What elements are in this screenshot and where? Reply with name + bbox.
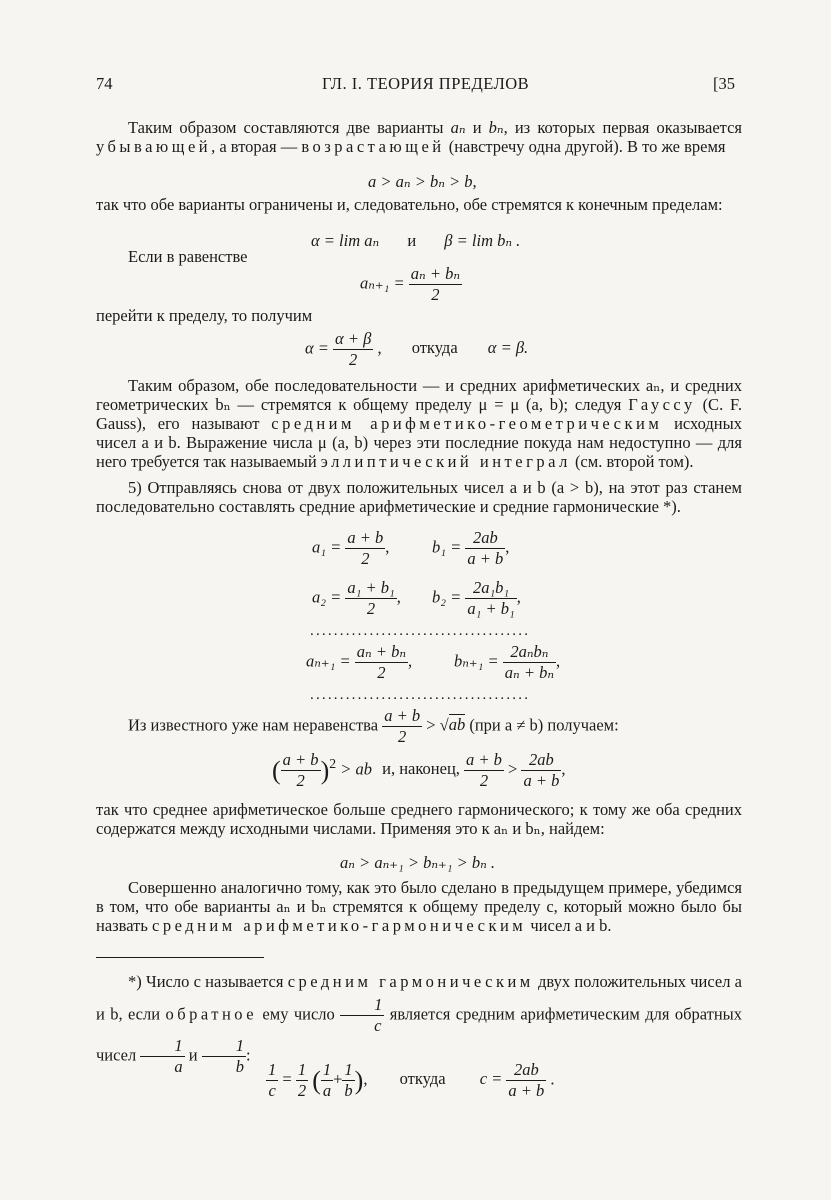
paragraph-7: Из известного уже нам неравенства $\frac{a + b}{2}$ > √ab (при a ≠ b) получаем: [128, 706, 619, 746]
paragraph-3: Если в равенстве [128, 247, 248, 266]
formula-harmonic: $\frac{1}{c}$ = $\frac{1}{2}$ ( $\frac{1}{a}$ + $\frac{1}{b}$ ), откуда c = $\frac{2ab}{a + b}$ . [268, 1060, 555, 1100]
math-an: aₙ [450, 118, 466, 137]
footnote-rule [96, 957, 264, 958]
paragraph-9: Совершенно аналогично тому, как это было сделано в предыдущем примере, убедимся в том, что обе варианты aₙ и bₙ стремятся к общему пределу c, который можно было бы назвать средним арифметико-гармоническим чисел a и b. [96, 878, 742, 935]
paragraph-5: Таким образом, обе последовательности — и средних арифметических aₙ, и средних геометрических bₙ — стремятся к общему пределу μ = μ (a, b); следуя Гауссу (C. F. Gauss), его называют средним арифметико-геометрическим исходных чисел a и b. Выражение числа μ (a, b) через эти последние покуда нам недоступно — для него требуется так называемый эллиптический интеграл (см. второй том). [96, 376, 742, 471]
dots-row-1: ..................................... [310, 623, 531, 639]
formula-monotone: aₙ > aₙ₊₁ > bₙ₊₁ > bₙ . [340, 853, 496, 872]
section-number: [35 [713, 74, 735, 93]
paragraph-1: Таким образом составляются две варианты aₙ и bₙ, из которых первая оказывается убывающей, а вторая — возрастающей (навстречу одна другой). В то же время [96, 118, 742, 156]
formula-a1: a₁ = $\frac{a + b}{2}$ , [312, 528, 390, 568]
formula-recurrence: aₙ₊₁ = $\frac{\text{aₙ + bₙ}}{2}$ [360, 264, 461, 304]
paragraph-2: так что обе варианты ограничены и, следовательно, обе стремятся к конечным пределам: [96, 195, 723, 214]
formula-b2: b₂ = $\frac{\text{2a₁b₁}}{\text{a₁ + b₁}}$ , [432, 578, 521, 618]
running-header: ГЛ. I. ТЕОРИЯ ПРЕДЕЛОВ [322, 74, 530, 93]
formula-an1: aₙ₊₁ = $\frac{\text{aₙ + bₙ}}{2}$ , [306, 642, 413, 682]
footnote: *) Число c называется средним гармоническим двух положительных чисел a и b, если обратное ему число $\frac{1}{c}$ является средним арифметическим для обратных чисел $\frac{1}{a}$ и $\frac{1}{b}$ : [96, 972, 743, 1076]
formula-b1: b₁ = $\frac{2ab}{a + b}$ , [432, 528, 510, 568]
page-number: 74 [96, 74, 113, 93]
paragraph-8: так что среднее арифметическое больше среднего гармонического; к тому же оба средних содержатся между исходными числами. Применяя это к aₙ и bₙ, найдем: [96, 800, 742, 838]
paragraph-4: перейти к пределу, то получим [96, 306, 313, 325]
formula-limits: α = lim aₙ и β = lim bₙ . [311, 231, 521, 250]
formula-inequality: a > aₙ > bₙ > b, [368, 172, 477, 191]
dots-row-2: ..................................... [310, 687, 531, 703]
formula-bn1: bₙ₊₁ = $\frac{\text{2aₙbₙ}}{\text{aₙ + bₙ}}$ , [454, 642, 561, 682]
paragraph-6: 5) Отправляясь снова от двух положительных чисел a и b (a > b), на этот раз станем последовательно составлять средние арифметические и средние гармонические *). [96, 478, 742, 516]
formula-a2: a₂ = $\frac{\text{a₁ + b₁}}{2}$ , [312, 578, 401, 618]
math-bn: bₙ [488, 118, 504, 137]
formula-limit-result: α = $\frac{\alpha + \beta}{2}$ , откуда α = β. [305, 329, 529, 369]
formula-means-inequality: ( $\frac{a + b}{2}$ )$^2$ > ab и, наконец, $\frac{a + b}{2}$ > $\frac{2ab}{a + b}$ , [272, 750, 566, 790]
